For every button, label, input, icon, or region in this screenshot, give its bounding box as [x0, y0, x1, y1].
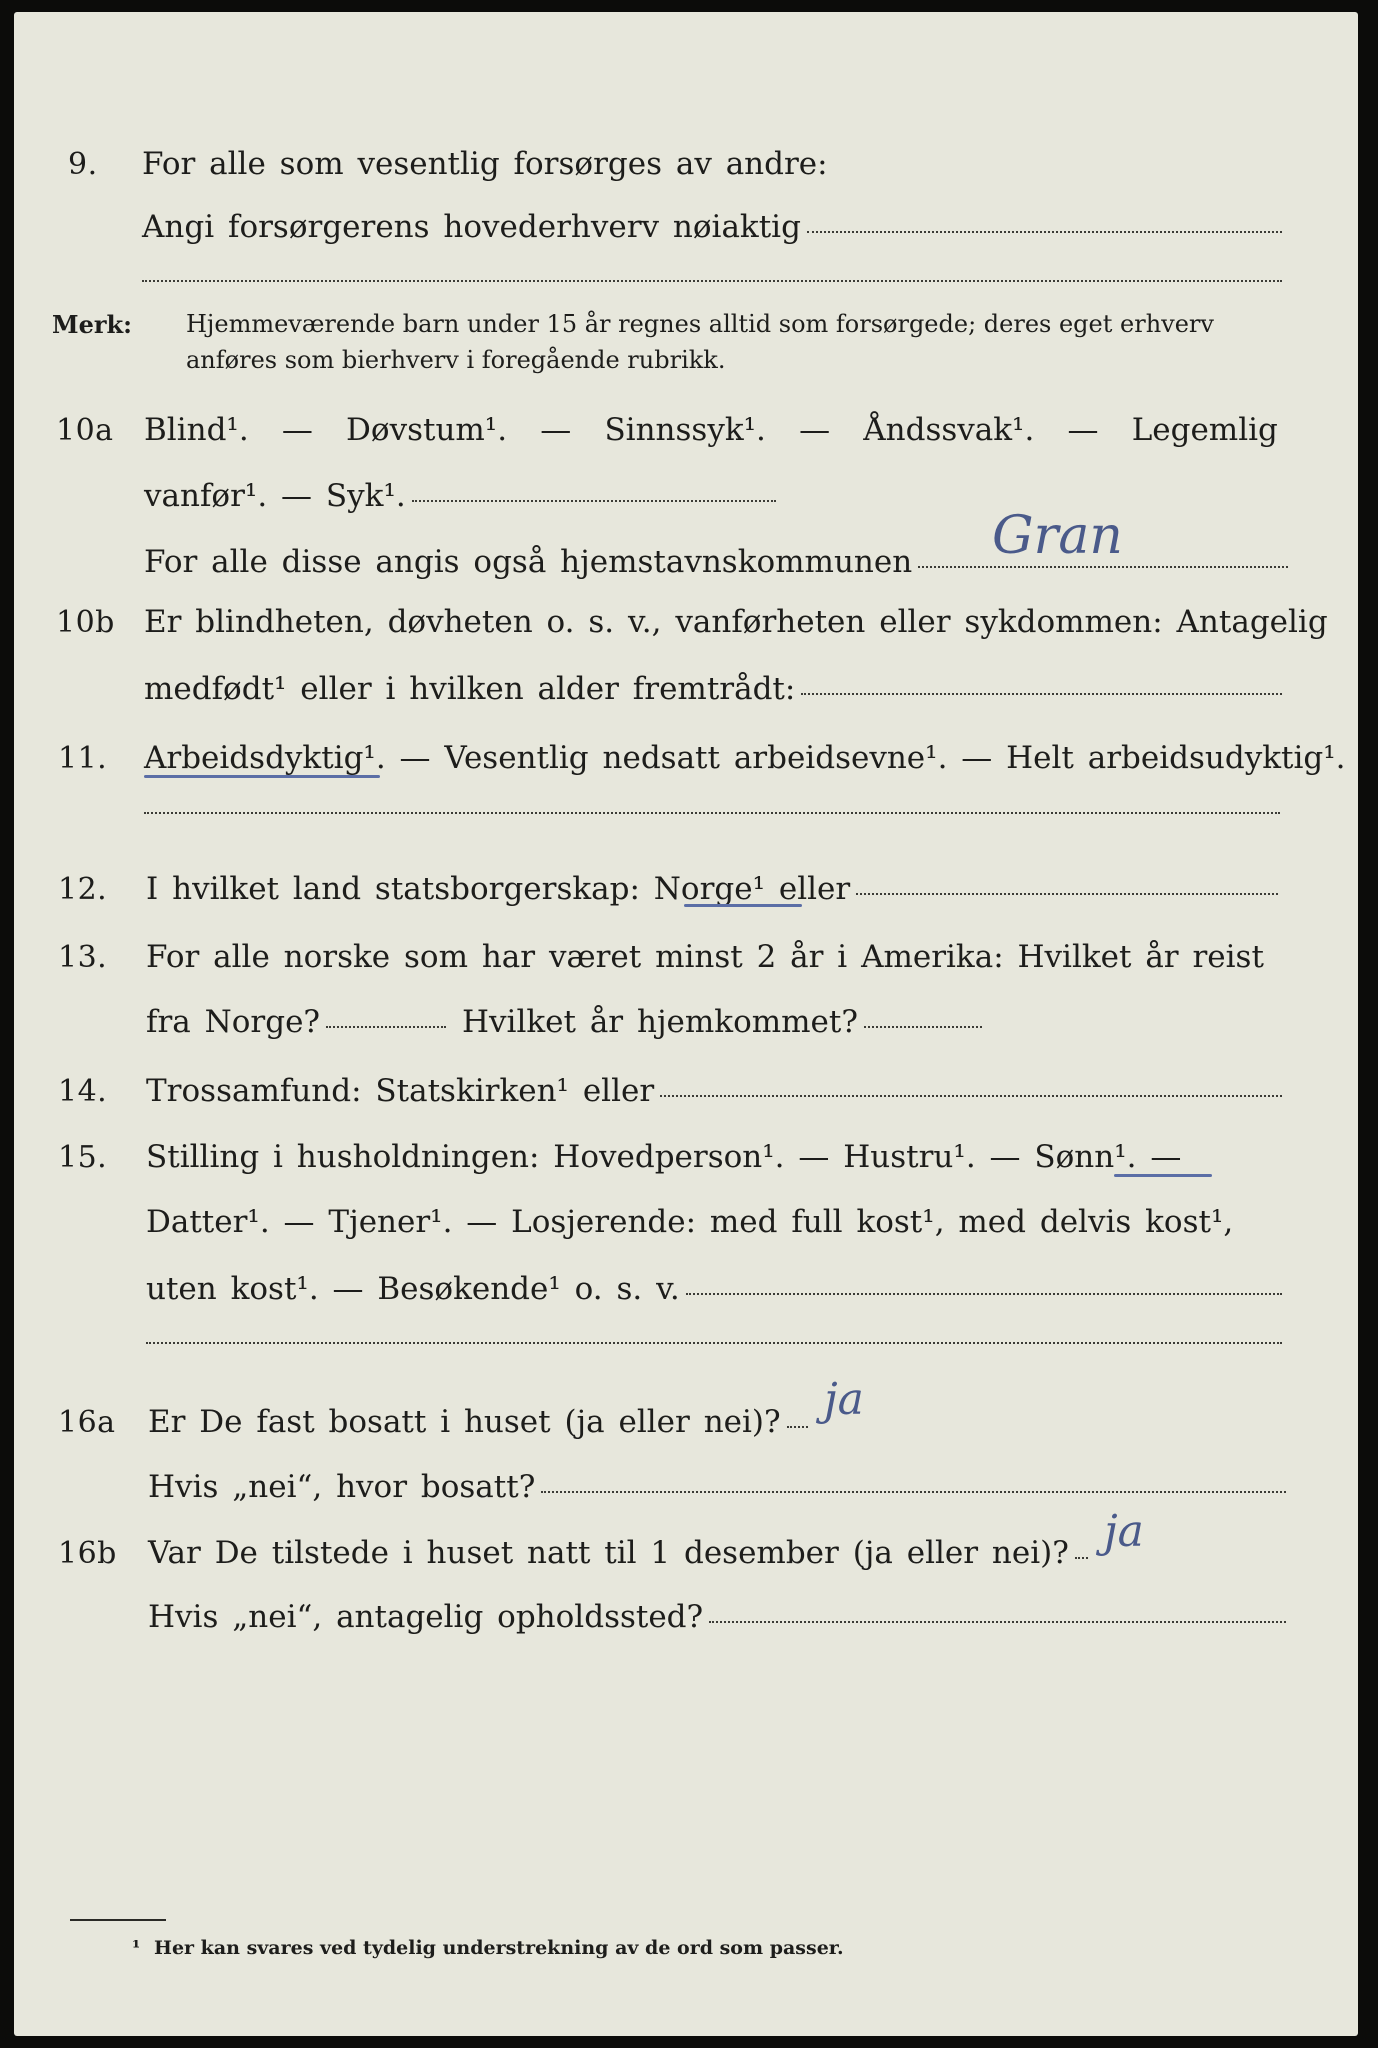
question-text: Var De tilstede i huset natt til 1 desember (ja eller nei)?: [148, 1535, 1069, 1571]
footnote-mark: ¹: [132, 1937, 141, 1959]
question-text: Datter¹. — Tjener¹. — Losjerende: med full kost¹, med delvis kost¹,: [146, 1204, 1234, 1240]
question-16a-row: [14, 1397, 1358, 1447]
answer-line[interactable]: [142, 280, 1282, 282]
separator: —: [1067, 412, 1099, 448]
answer-field-row: [148, 1599, 1286, 1635]
question-15-row-3: [14, 1264, 1358, 1314]
answer-field-row: [148, 1404, 808, 1440]
answer-field-row: [146, 871, 1278, 907]
separator: —: [799, 412, 831, 448]
question-10b-row: [14, 597, 1358, 647]
question-13-row-2: [14, 997, 1358, 1047]
question-number: 15.: [58, 1139, 108, 1175]
question-text: Arbeidsdyktig¹. — Vesentlig nedsatt arbeidsevne¹. — Helt arbeidsudyktig¹.: [144, 740, 1346, 776]
question-text: For alle norske som har været minst 2 år i Amerika: Hvilket år reist: [146, 939, 1264, 975]
question-number: 12.: [58, 871, 108, 907]
question-number: 16a: [58, 1404, 116, 1440]
question-text: I hvilket land statsborgerskap: Norge¹ eller: [146, 871, 851, 907]
answer-line[interactable]: [686, 1293, 1282, 1295]
question-text: Angi forsørgerens hovederhverv nøiaktig: [142, 209, 801, 245]
question-text: fra Norge?: [146, 1004, 321, 1040]
handwritten-answer: Gran: [992, 506, 1123, 566]
question-text: Hvilket år hjemkommet?: [462, 1004, 858, 1040]
footnote-row: [14, 1930, 1358, 1966]
answer-line[interactable]: [1075, 1557, 1088, 1559]
option-sinnssyk: Sinnssyk¹.: [604, 412, 766, 448]
question-10a-row: [14, 405, 1358, 455]
question-number: 14.: [58, 1073, 108, 1109]
separator: —: [281, 412, 313, 448]
answer-line[interactable]: [660, 1095, 1282, 1097]
question-10a-row-3: [14, 537, 1358, 587]
answer-line[interactable]: [541, 1491, 1286, 1493]
answer-field-row: [148, 1469, 1286, 1505]
note-row: [14, 306, 1358, 342]
answer-line[interactable]: [144, 812, 1280, 814]
question-text: For alle som vesentlig forsørges av andre:: [142, 146, 828, 182]
answer-field-row: [142, 209, 1282, 245]
question-16a-row-2: [14, 1462, 1358, 1512]
question-text: Er De fast bosatt i huset (ja eller nei)?: [148, 1404, 781, 1440]
question-13-row: [14, 932, 1358, 982]
question-10b-row-2: [14, 664, 1358, 714]
option-blind: Blind¹.: [144, 412, 249, 448]
question-text: Hvis „nei“, antagelig opholdssted?: [148, 1599, 704, 1635]
answer-line[interactable]: [412, 500, 776, 502]
option-andssvak: Åndssvak¹.: [863, 412, 1035, 448]
answer-line[interactable]: [326, 1026, 446, 1028]
question-text: uten kost¹. — Besøkende¹ o. s. v.: [146, 1271, 680, 1307]
answer-field-row: [146, 1271, 1282, 1307]
question-text: Trossamfund: Statskirken¹ eller: [146, 1073, 655, 1109]
question-10a-row-2: [14, 471, 1358, 521]
answer-field-row: [146, 1073, 1282, 1109]
question-number: 11.: [58, 740, 108, 776]
answer-line[interactable]: [856, 893, 1278, 895]
answer-line[interactable]: [918, 566, 1288, 568]
answer-field-row: [462, 1004, 982, 1040]
answer-underline: [144, 775, 380, 778]
answer-field-row: [144, 478, 776, 514]
question-14-row: [14, 1066, 1358, 1116]
option-legemlig: Legemlig: [1131, 412, 1278, 448]
footnote-text: Her kan svares ved tydelig understrekning av de ord som passer.: [154, 1937, 844, 1959]
note-row-2: [14, 342, 1358, 378]
handwritten-answer: ja: [1104, 1506, 1144, 1557]
question-9-row: [14, 139, 1358, 189]
question-number: 10b: [56, 604, 115, 640]
answer-line[interactable]: [807, 231, 1282, 233]
answer-line[interactable]: [864, 1026, 982, 1028]
question-9-row-2: [14, 202, 1358, 252]
question-text: medfødt¹ eller i hvilken alder fremtrådt:: [144, 671, 796, 707]
question-16b-row-2: [14, 1592, 1358, 1642]
census-form-page: [14, 12, 1358, 2036]
handwritten-answer: ja: [824, 1374, 864, 1425]
question-text: [144, 412, 1278, 448]
answer-line[interactable]: [146, 1342, 1282, 1344]
answer-line[interactable]: [709, 1621, 1286, 1623]
question-15-row-2: [14, 1197, 1358, 1247]
question-number: 16b: [58, 1535, 117, 1571]
question-16b-row: [14, 1528, 1358, 1578]
question-number: 9.: [68, 146, 98, 182]
note-label: Merk:: [52, 309, 132, 339]
answer-field-row: [148, 1535, 1088, 1571]
answer-field-row: [146, 1004, 446, 1040]
answer-underline: [684, 904, 802, 907]
answer-line[interactable]: [787, 1426, 808, 1428]
separator: —: [540, 412, 572, 448]
footnote-rule: [70, 1919, 166, 1921]
question-number: 10a: [56, 412, 114, 448]
note-text: anføres som bierhverv i foregående rubrikk.: [186, 346, 726, 374]
question-text: Hvis „nei“, hvor bosatt?: [148, 1469, 536, 1505]
question-text: Stilling i husholdningen: Hovedperson¹. — Hustru¹. — Sønn¹. —: [146, 1139, 1182, 1175]
answer-line[interactable]: [801, 693, 1282, 695]
question-text: Er blindheten, døvheten o. s. v., vanførheten eller sykdommen: Antagelig: [144, 604, 1328, 640]
question-number: 13.: [58, 939, 108, 975]
question-text: For alle disse angis også hjemstavnskommunen: [144, 544, 913, 580]
answer-field-row: [144, 671, 1282, 707]
option-dovstum: Døvstum¹.: [346, 412, 508, 448]
question-text: vanfør¹. — Syk¹.: [144, 478, 406, 514]
answer-underline: [1114, 1174, 1212, 1177]
note-text: Hjemmeværende barn under 15 år regnes alltid som forsørgede; deres eget erhverv: [186, 310, 1214, 338]
